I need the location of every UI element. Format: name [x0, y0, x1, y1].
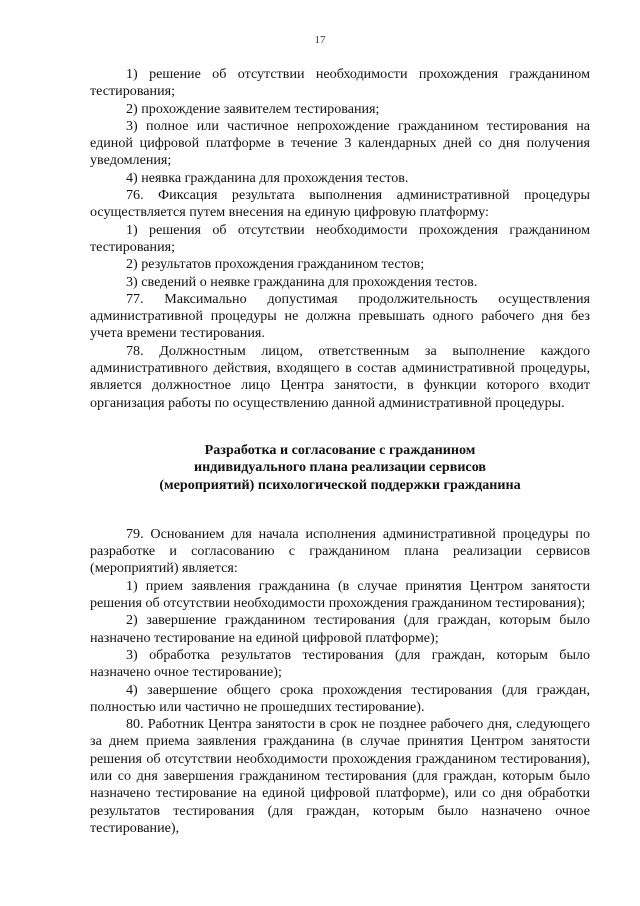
- paragraph: 80. Работник Центра занятости в срок не позднее рабочего дня, следующего за днем приема заявления гражданина (в случае принятия Центром занятости решения об отсутствии необходимости прохождения гражданином тестирования), или со дня завершения гражданином тестирования (для граждан, которым было назначено тестирование на единой цифровой платформе), или со дня обработки результатов тестирования (для граждан, которым было назначено очное тестирование),: [90, 716, 590, 836]
- paragraph: 2) завершение гражданином тестирования (для граждан, которым было назначено тестирование на единой цифровой платформе);: [90, 612, 590, 646]
- paragraph: 1) прием заявления гражданина (в случае принятия Центром занятости решения об отсутствии необходимости прохождения гражданином тестирования);: [90, 577, 590, 612]
- paragraph: 4) завершение общего срока прохождения тестирования (для граждан, полностью или частично не прошедших тестирование).: [90, 681, 590, 715]
- document-body: [90, 66, 590, 837]
- paragraph: 3) сведений о неявке гражданина для прохождения тестов.: [126, 273, 478, 290]
- heading-line: Разработка и согласование с гражданином: [204, 441, 476, 458]
- heading-line: индивидуального плана реализации сервисов: [194, 459, 486, 476]
- paragraph: 79. Основанием для начала исполнения административной процедуры по разработке и согласованию с гражданином плана реализации сервисов (мероприятий) является:: [90, 525, 590, 577]
- heading-line: (мероприятий) психологической поддержки гражданина: [159, 476, 521, 493]
- paragraph: 77. Максимально допустимая продолжительность осуществления административной процедуры не должна превышать одного рабочего дня без учета времени тестирования.: [90, 290, 590, 342]
- paragraph: 76. Фиксация результата выполнения административной процедуры осуществляется путем внесения на единую цифровую платформу:: [90, 187, 590, 221]
- paragraph: 4) неявка гражданина для прохождения тестов.: [126, 169, 409, 186]
- paragraph: 78. Должностным лицом, ответственным за выполнение каждого административного действия, входящего в состав административной процедуры, является должностное лицо Центра занятости, в функции которого входит организация работы по осуществлению данной административной процедуры.: [90, 342, 590, 411]
- paragraph: 3) полное или частичное непрохождение гражданином тестирования на единой цифровой платформе в течение 3 календарных дней со дня получения уведомления;: [90, 117, 590, 169]
- section-procedure-results: [90, 66, 590, 412]
- page-number: 17: [314, 34, 326, 46]
- paragraph: 2) прохождение заявителем тестирования;: [126, 100, 380, 117]
- section-heading: [90, 442, 590, 494]
- paragraph: 1) решения об отсутствии необходимости прохождения гражданином тестирования;: [90, 221, 590, 255]
- paragraph: 1) решение об отсутствии необходимости прохождения гражданином тестирования;: [90, 66, 590, 100]
- paragraph: 3) обработка результатов тестирования (для граждан, которым было назначено очное тестирование);: [90, 646, 590, 681]
- section-individual-plan: [90, 526, 590, 837]
- paragraph: 2) результатов прохождения гражданином тестов;: [126, 256, 425, 273]
